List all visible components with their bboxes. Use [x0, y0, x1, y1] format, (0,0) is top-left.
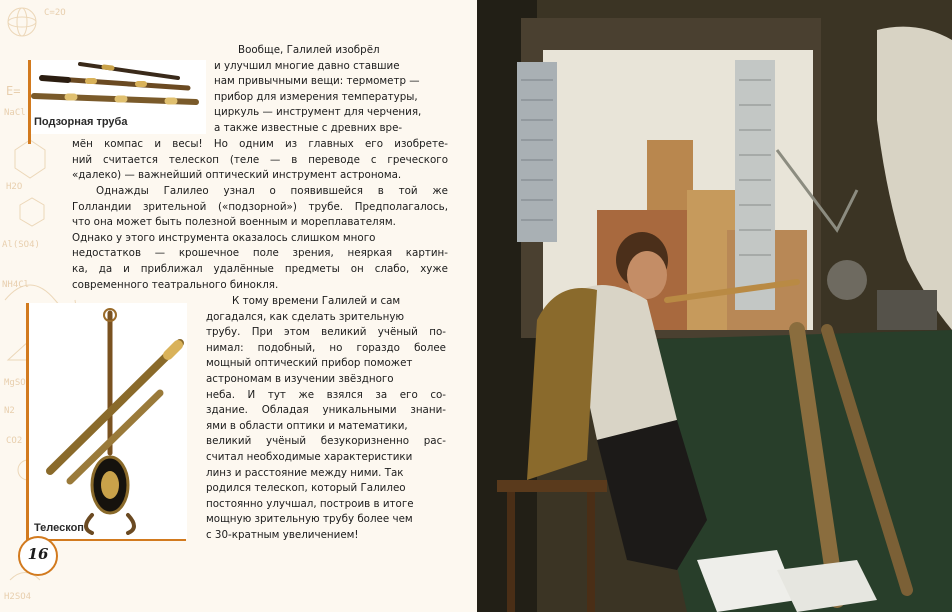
text-line: великий учёный безукоризненно рас-: [206, 435, 446, 448]
text-line: ний считается телескоп (теле — в переводе с греческого: [72, 153, 448, 166]
telescope-illustration: [30, 303, 190, 535]
text-line: Однако у этого инструмента оказалось слишком много: [72, 231, 376, 244]
text-line: прибор для измерения температуры,: [214, 90, 418, 103]
text-line: с 30-кратным увеличением!: [206, 528, 359, 541]
doodle-formula: NH4Cl: [2, 280, 30, 290]
galileo-illustration: [477, 0, 952, 612]
doodle-formula: CO2: [6, 436, 23, 446]
text-line: считал необходимые характеристики: [206, 450, 413, 463]
text-line: ями в области оптики и математики,: [206, 419, 408, 432]
doodle-formula: N2: [4, 406, 15, 416]
paragraph-3: [206, 294, 446, 544]
text-line: постоянно улучшал, построив в итоге: [206, 497, 414, 510]
text-line: что она может быть полезной военным и мореплавателям.: [72, 216, 396, 229]
page-number: 16: [27, 545, 49, 563]
doodle-formula: H2SO4: [4, 592, 32, 602]
paragraph-1-full: [72, 137, 448, 184]
text-line: и улучшил многие давно ставшие: [214, 59, 400, 72]
doodle-formula: NaCl: [4, 108, 26, 118]
doodle-formula: MgSO: [4, 378, 26, 388]
text-line: современного театрального бинокля.: [72, 278, 279, 291]
text-line: Голландии зрительной («подзорной») трубе. Предполагалось,: [72, 200, 448, 213]
text-line: трубу. При этом великий учёный по-: [206, 326, 446, 339]
paragraph-1-wrapped: [214, 43, 448, 137]
text-line: мощный оптический прибор поможет: [206, 357, 413, 370]
text-line: мощную зрительную трубу более чем: [206, 513, 413, 526]
text-line: недостатков — крошечное поле зрения, неяркая картин-: [72, 247, 448, 260]
doodle-formula: H2O: [6, 182, 23, 192]
text-line: догадался, как сделать зрительную: [206, 310, 405, 323]
text-line: линз и расстояние между ними. Так: [206, 466, 404, 479]
paragraph-2: [72, 184, 448, 293]
text-line: Однажды Галилео узнал о появившейся в той же: [96, 185, 448, 197]
text-line: а также известные с древних вре-: [214, 121, 403, 134]
spyglass-illustration: [28, 56, 208, 112]
caption-rule: [28, 134, 31, 144]
text-line: «далеко) — важнейший оптический инструмент астронома.: [72, 169, 402, 182]
text-line: мён компас и весы! Но одним из главных его изобрете-: [72, 138, 448, 150]
doodle-formula: Al(SO4): [2, 240, 40, 250]
text-line: неба. И тут же взялся за его со-: [206, 388, 446, 401]
text-line: астрономам в изучении звёздного: [206, 372, 394, 385]
galileo-painting: [477, 0, 952, 612]
text-line: здание. Обладая уникальными знани-: [206, 404, 446, 417]
page-number-badge: [18, 536, 58, 576]
text-line: родился телескоп, который Галилео: [206, 482, 406, 495]
text-line: циркуль — инструмент для черчения,: [214, 106, 422, 119]
text-line: К тому времени Галилей и сам: [232, 295, 401, 307]
spyglass-caption: Подзорная труба: [34, 116, 128, 128]
doodle-formula: E=: [6, 84, 21, 98]
text-line: нимал: подобный, но гораздо более: [206, 341, 446, 354]
text-line: ка, да и приближал удалённые предметы он слабо, хуже: [72, 262, 448, 275]
text-line: Вообще, Галилей изобрёл: [238, 44, 380, 56]
doodle-formula: C=2O: [44, 8, 66, 18]
telescope-caption: Телескоп: [34, 522, 84, 534]
text-line: нам привычными вещи: термометр —: [214, 75, 420, 88]
